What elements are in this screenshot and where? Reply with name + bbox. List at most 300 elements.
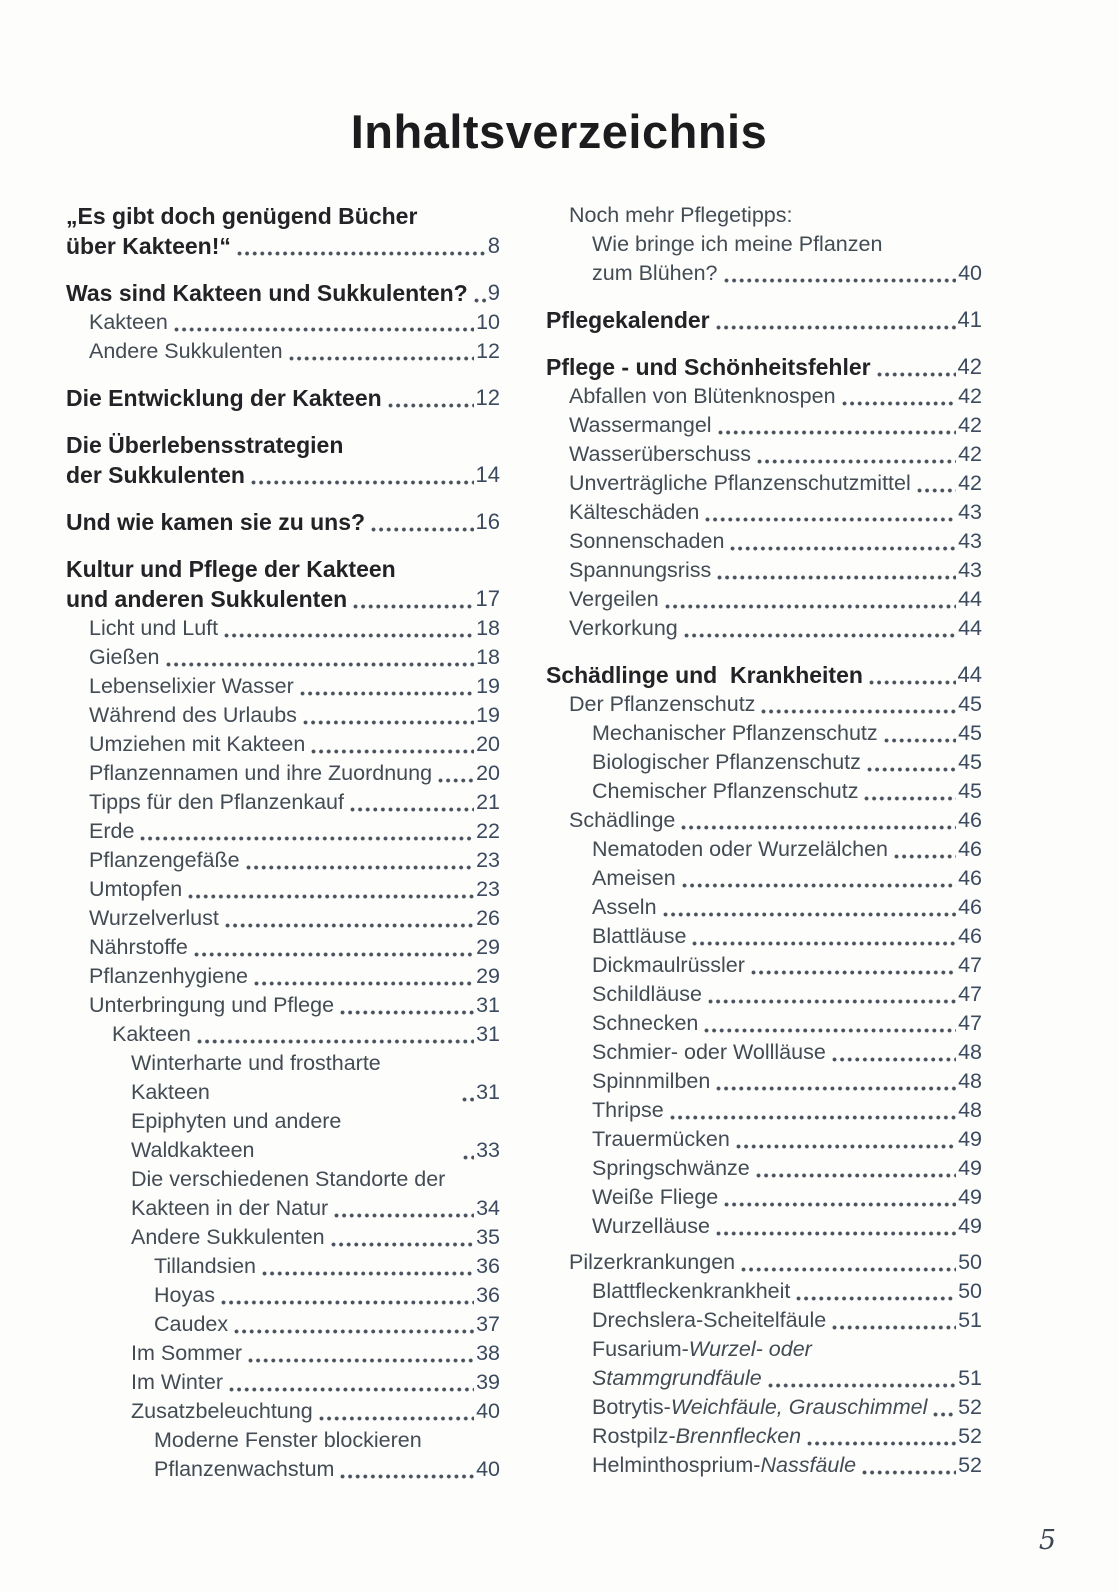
toc-entry-page: 46	[958, 895, 982, 919]
toc-entry-line	[592, 1422, 982, 1451]
dotted-leader	[237, 250, 486, 257]
toc-label-segment: Zusatzbeleuchtung	[131, 1399, 313, 1423]
toc-entry-label	[592, 777, 858, 806]
toc-entry	[546, 1125, 982, 1154]
toc-label-segment: Wie bringe ich meine Pflanzen	[592, 232, 883, 256]
toc-entry-line	[131, 1107, 500, 1165]
toc-entry-page: 26	[476, 906, 500, 930]
toc-entry	[546, 1248, 982, 1277]
toc-entry-page: 50	[958, 1279, 982, 1303]
dotted-leader	[756, 1172, 956, 1179]
toc-entry-label	[131, 1107, 457, 1165]
toc-label-segment: Wurzelläuse	[592, 1214, 710, 1238]
toc-entry-page: 20	[476, 732, 500, 756]
toc-label-segment: Winterharte und frostharte Kakteen	[131, 1051, 387, 1104]
toc-entry-page: 43	[958, 529, 982, 553]
toc-entry-label	[592, 1451, 856, 1480]
toc-entry-line	[89, 817, 500, 846]
toc-entry-label	[592, 232, 882, 256]
dotted-leader	[234, 1328, 474, 1335]
toc-entry-line	[569, 1248, 982, 1277]
toc-label-segment: Was sind Kakteen und Sukkulenten?	[66, 280, 468, 306]
toc-entry	[66, 1223, 500, 1252]
dotted-leader	[188, 893, 474, 900]
toc-entry-page: 46	[958, 924, 982, 948]
toc-entry-label	[592, 748, 861, 777]
toc-entry-label	[569, 498, 699, 527]
toc-entry-line	[592, 1096, 982, 1125]
toc-entry-line	[592, 777, 982, 806]
toc-entry-line	[112, 1020, 500, 1049]
dotted-leader	[665, 603, 956, 610]
toc-entry	[66, 701, 500, 730]
toc-entry	[546, 864, 982, 893]
toc-entry-line	[569, 411, 982, 440]
toc-entry	[66, 991, 500, 1020]
toc-entry	[546, 1393, 982, 1422]
toc-entry	[66, 383, 500, 413]
toc-entry	[546, 382, 982, 411]
toc-entry-line	[89, 672, 500, 701]
dotted-leader	[718, 429, 956, 436]
toc-entry	[66, 614, 500, 643]
toc-entry-line	[154, 1281, 500, 1310]
toc-entry	[546, 1451, 982, 1480]
toc-entry-label	[154, 1428, 422, 1452]
dotted-leader	[761, 708, 956, 715]
toc-entry-label	[154, 1310, 228, 1339]
dotted-leader	[768, 1382, 956, 1389]
toc-entry	[66, 672, 500, 701]
toc-label-segment: Schmier- oder Wollläuse	[592, 1040, 826, 1064]
toc-entry	[546, 201, 982, 230]
dotted-leader	[724, 277, 957, 284]
toc-entry	[66, 1252, 500, 1281]
toc-entry-page: 17	[475, 586, 500, 611]
toc-entry-page: 51	[958, 1366, 982, 1390]
toc-entry-page: 19	[476, 674, 500, 698]
dotted-leader	[463, 1154, 475, 1161]
toc-entry	[546, 614, 982, 643]
toc-label-segment: Vergeilen	[569, 587, 659, 611]
toc-entry-label	[131, 1223, 325, 1252]
toc-entry-label	[592, 1096, 664, 1125]
toc-entry	[66, 507, 500, 537]
toc-entry-page: 50	[958, 1250, 982, 1274]
toc-entry-line	[592, 1335, 982, 1364]
toc-entry	[546, 498, 982, 527]
dotted-leader	[262, 1270, 474, 1277]
toc-entry-line	[89, 614, 500, 643]
toc-entry-line	[592, 748, 982, 777]
dotted-leader	[248, 1357, 474, 1364]
toc-entry-line	[592, 1393, 982, 1422]
toc-entry-label	[592, 1277, 790, 1306]
dotted-leader	[289, 355, 474, 362]
toc-label-segment: Die Entwicklung der Kakteen	[66, 385, 382, 411]
toc-column-left	[66, 201, 500, 1484]
toc-label-segment: Mechanischer Pflanzenschutz	[592, 721, 878, 745]
dotted-leader	[303, 719, 474, 726]
toc-label-segment: Wurzelverlust	[89, 906, 219, 930]
toc-entry-line	[154, 1310, 500, 1339]
toc-entry-line	[154, 1426, 500, 1455]
toc-entry-label	[131, 1368, 223, 1397]
dotted-leader	[741, 1266, 956, 1273]
toc-label-segment: Ameisen	[592, 866, 676, 890]
toc-entry-label	[89, 759, 432, 788]
toc-entry-label	[131, 1194, 328, 1223]
toc-entry-line	[66, 430, 500, 460]
toc-label-segment: Andere Sukkulenten	[89, 339, 283, 363]
dotted-leader	[300, 690, 474, 697]
toc-entry-line	[569, 690, 982, 719]
toc-entry-page: 46	[958, 808, 982, 832]
toc-entry	[546, 556, 982, 585]
dotted-leader	[140, 835, 474, 842]
toc-entry-page: 42	[957, 354, 982, 379]
dotted-leader	[663, 911, 957, 918]
toc-entry-line	[89, 846, 500, 875]
toc-label-segment: Tillandsien	[154, 1254, 256, 1278]
dotted-leader	[319, 1415, 474, 1422]
toc-entry-page: 18	[476, 616, 500, 640]
toc-entry-label	[66, 556, 396, 582]
toc-entry	[66, 875, 500, 904]
toc-entry-line	[592, 719, 982, 748]
toc-entry	[546, 585, 982, 614]
toc-entry-page: 16	[475, 509, 500, 534]
toc-entry-label	[89, 337, 283, 366]
toc-entry-page: 40	[958, 261, 982, 285]
toc-label-segment: Weiße Fliege	[592, 1185, 719, 1209]
toc-entry	[66, 1020, 500, 1049]
toc-entry-page: 9	[487, 280, 500, 305]
toc-entry-line	[89, 788, 500, 817]
dotted-leader	[807, 1440, 956, 1447]
toc-entry-page: 31	[476, 993, 500, 1017]
toc-entry-line	[592, 835, 982, 864]
toc-entry-label	[569, 690, 755, 719]
toc-entry-line	[592, 1183, 982, 1212]
toc-entry-page: 49	[958, 1156, 982, 1180]
toc-entry-label	[66, 507, 365, 537]
toc-entry	[66, 1339, 500, 1368]
toc-entry-line	[154, 1252, 500, 1281]
toc-entry-page: 49	[958, 1185, 982, 1209]
dotted-leader	[832, 1324, 956, 1331]
toc-entry-page: 47	[958, 953, 982, 977]
toc-entry-label	[89, 962, 248, 991]
dotted-leader	[751, 969, 956, 976]
toc-entry-line	[592, 1154, 982, 1183]
dotted-leader	[757, 458, 956, 465]
toc-entry-label	[66, 278, 468, 308]
toc-entry	[66, 1426, 500, 1484]
toc-entry-line	[592, 1306, 982, 1335]
toc-label-segment: Kakteen	[112, 1022, 191, 1046]
toc-entry-line	[592, 230, 982, 259]
toc-entry	[546, 980, 982, 1009]
toc-label-segment: Im Winter	[131, 1370, 223, 1394]
toc-entry-page: 20	[476, 761, 500, 785]
toc-entry-page: 10	[476, 310, 500, 334]
toc-entry	[546, 1422, 982, 1451]
toc-label-segment: Wasserüberschuss	[569, 442, 752, 466]
toc-entry	[546, 527, 982, 556]
toc-entry	[546, 1009, 982, 1038]
toc-entry-line	[131, 1223, 500, 1252]
toc-label-segment: Kakteen	[89, 310, 168, 334]
toc-entry-label	[592, 1364, 762, 1393]
dotted-leader	[350, 806, 474, 813]
toc-entry-label	[89, 788, 344, 817]
toc-entry	[66, 278, 500, 308]
toc-entry-page: 48	[958, 1040, 982, 1064]
dotted-leader	[708, 998, 956, 1005]
toc-label-segment: Nematoden oder Wurzelälchen	[592, 837, 888, 861]
toc-entry-label	[66, 383, 382, 413]
toc-entry-line	[89, 933, 500, 962]
toc-entry	[546, 777, 982, 806]
dotted-leader	[224, 632, 474, 639]
toc-entry-page: 8	[487, 233, 500, 258]
toc-entry-label	[569, 203, 792, 227]
toc-entry-page: 38	[476, 1341, 500, 1365]
toc-entry-line	[592, 259, 982, 288]
toc-entry-label	[592, 1067, 710, 1096]
toc-label-segment: Schildläuse	[592, 982, 702, 1006]
toc-entry	[66, 430, 500, 490]
toc-label-segment: Im Sommer	[131, 1341, 243, 1365]
toc-entry-label	[66, 432, 343, 458]
toc-label-segment: Die verschiedenen Standorte der	[131, 1167, 446, 1191]
toc-entry-page: 19	[476, 703, 500, 727]
dotted-leader	[884, 737, 956, 744]
toc-entry-label	[592, 719, 878, 748]
toc-entry-page: 42	[958, 413, 982, 437]
toc-label-segment: Rostpilz-	[592, 1424, 676, 1448]
toc-label-segment: Schnecken	[592, 1011, 699, 1035]
toc-entry	[546, 1306, 982, 1335]
toc-entry-page: 34	[476, 1196, 500, 1220]
dotted-leader	[681, 824, 956, 831]
dotted-leader	[174, 326, 474, 333]
toc-label-segment: Licht und Luft	[89, 616, 219, 640]
toc-entry-line	[569, 382, 982, 411]
toc-entry-label	[89, 730, 305, 759]
toc-entry-label	[154, 1455, 334, 1484]
toc-label-segment: Helminthosprium-	[592, 1453, 761, 1477]
toc-entry-page: 23	[476, 877, 500, 901]
dotted-leader	[311, 748, 474, 755]
toc-entry-label	[89, 991, 334, 1020]
toc-entry-page: 45	[958, 750, 982, 774]
toc-entry	[66, 962, 500, 991]
toc-label-segment: Und wie kamen sie zu uns?	[66, 509, 366, 535]
toc-entry	[546, 690, 982, 719]
toc-entry-label	[569, 440, 751, 469]
toc-label-segment: Stammgrundfäule	[592, 1366, 762, 1390]
toc-entry-line	[546, 660, 982, 690]
toc-entry	[546, 748, 982, 777]
toc-entry	[66, 904, 500, 933]
toc-label-segment: Trauermücken	[592, 1127, 730, 1151]
toc-entry-label	[66, 231, 231, 261]
toc-entry-label	[89, 672, 294, 701]
toc-entry-line	[569, 498, 982, 527]
toc-entry	[66, 1165, 500, 1223]
toc-entry-page: 52	[958, 1395, 982, 1419]
toc-entry-line	[592, 1451, 982, 1480]
toc-entry-page: 36	[476, 1283, 500, 1307]
dotted-leader	[194, 951, 474, 958]
dotted-leader	[730, 545, 956, 552]
toc-entry-label	[546, 352, 871, 382]
toc-entry-label	[569, 585, 659, 614]
dotted-leader	[251, 479, 474, 486]
toc-entry-label	[546, 660, 863, 690]
toc-entry-line	[66, 554, 500, 584]
toc-entry	[546, 1277, 982, 1306]
toc-columns	[0, 159, 1118, 1484]
toc-entry	[546, 1154, 982, 1183]
toc-entry	[546, 893, 982, 922]
toc-label-segment: Pflanzengefäße	[89, 848, 240, 872]
toc-label-segment: Weichfäule, Grauschimmel	[670, 1395, 928, 1419]
toc-entry	[546, 1335, 982, 1393]
toc-entry-line	[89, 643, 500, 672]
toc-label-segment: Spinnmilben	[592, 1069, 711, 1093]
toc-entry	[66, 1281, 500, 1310]
toc-label-segment: Andere Sukkulenten	[131, 1225, 325, 1249]
toc-entry-label	[131, 1049, 456, 1107]
toc-entry-label	[592, 1154, 750, 1183]
toc-entry-label	[569, 527, 724, 556]
toc-label-segment: Asseln	[592, 895, 657, 919]
toc-entry-label	[592, 1038, 826, 1067]
toc-entry-label	[89, 308, 168, 337]
toc-entry-label	[131, 1167, 445, 1191]
toc-label-segment: Umziehen mit Kakteen	[89, 732, 306, 756]
toc-entry	[66, 1049, 500, 1107]
toc-entry-line	[546, 305, 982, 335]
toc-label-segment: Fusarium-	[592, 1337, 689, 1361]
toc-entry-label	[592, 1009, 698, 1038]
toc-entry-line	[89, 730, 500, 759]
dotted-leader	[166, 661, 475, 668]
toc-entry-page: 44	[957, 662, 982, 687]
toc-entry-line	[89, 337, 500, 366]
toc-entry-label	[592, 1306, 826, 1335]
toc-label-segment: Schädlinge und Krankheiten	[546, 662, 863, 688]
toc-entry	[546, 835, 982, 864]
toc-entry-label	[592, 835, 888, 864]
toc-entry-page: 31	[476, 1080, 500, 1104]
toc-entry	[66, 933, 500, 962]
toc-entry-line	[66, 460, 500, 490]
toc-entry-page: 51	[958, 1308, 982, 1332]
dotted-leader	[877, 371, 956, 378]
toc-entry	[546, 305, 982, 335]
toc-entry-page: 14	[475, 462, 500, 487]
toc-entry-line	[592, 1125, 982, 1154]
toc-label-segment: Sonnenschaden	[569, 529, 725, 553]
toc-entry	[546, 660, 982, 690]
dotted-leader	[438, 777, 474, 784]
toc-entry-page: 36	[476, 1254, 500, 1278]
toc-entry	[546, 922, 982, 951]
toc-entry-page: 18	[476, 645, 500, 669]
toc-label-segment: Schädlinge	[569, 808, 676, 832]
toc-entry	[66, 1368, 500, 1397]
toc-label-segment: Blattfleckenkrankheit	[592, 1279, 791, 1303]
toc-entry	[66, 643, 500, 672]
toc-label-segment: Springschwänze	[592, 1156, 750, 1180]
toc-entry-label	[569, 806, 675, 835]
toc-entry-line	[66, 383, 500, 413]
toc-entry-label	[592, 1337, 812, 1361]
toc-entry-label	[592, 951, 745, 980]
toc-entry-line	[569, 614, 982, 643]
toc-entry-label	[592, 922, 686, 951]
toc-label-segment: Epiphyten und andere Waldkakteen	[131, 1109, 348, 1162]
toc-entry	[546, 230, 982, 288]
toc-entry	[546, 1038, 982, 1067]
toc-entry	[546, 806, 982, 835]
toc-entry	[66, 1397, 500, 1426]
page-title: Inhaltsverzeichnis	[350, 105, 768, 158]
toc-label-segment: Abfallen von Blütenknospen	[569, 384, 836, 408]
toc-entry-label	[66, 203, 417, 229]
toc-label-segment: Thripse	[592, 1098, 664, 1122]
toc-entry-label	[89, 875, 182, 904]
toc-entry	[546, 1067, 982, 1096]
toc-label-segment: Noch mehr Pflegetipps:	[569, 203, 793, 227]
toc-entry-page: 35	[476, 1225, 500, 1249]
toc-entry-line	[569, 440, 982, 469]
toc-entry-page: 46	[958, 837, 982, 861]
toc-entry-line	[66, 584, 500, 614]
toc-entry-line	[66, 231, 500, 261]
toc-label-segment: Drechslera-Scheitelfäule	[592, 1308, 827, 1332]
dotted-leader	[869, 679, 956, 686]
toc-entry-line	[89, 701, 500, 730]
toc-entry-page: 21	[476, 790, 500, 814]
toc-entry-label	[592, 259, 718, 288]
toc-label-segment: Der Pflanzenschutz	[569, 692, 756, 716]
toc-entry-label	[569, 614, 678, 643]
dotted-leader	[716, 1230, 956, 1237]
toc-entry-line	[592, 980, 982, 1009]
toc-entry-label	[89, 904, 219, 933]
toc-entry-page: 49	[958, 1127, 982, 1151]
dotted-leader	[933, 1411, 956, 1418]
dotted-leader	[684, 632, 956, 639]
toc-entry-line	[592, 864, 982, 893]
toc-entry-line	[89, 875, 500, 904]
toc-entry-line	[569, 806, 982, 835]
toc-entry-page: 45	[958, 692, 982, 716]
toc-label-segment: zum Blühen?	[592, 261, 718, 285]
toc-entry-label	[89, 643, 160, 672]
toc-entry-label	[592, 1183, 718, 1212]
toc-entry-page: 44	[958, 587, 982, 611]
toc-entry-label	[592, 864, 676, 893]
toc-label-segment: Wassermangel	[569, 413, 712, 437]
toc-label-segment: über Kakteen!“	[66, 233, 231, 259]
dotted-leader	[197, 1038, 474, 1045]
